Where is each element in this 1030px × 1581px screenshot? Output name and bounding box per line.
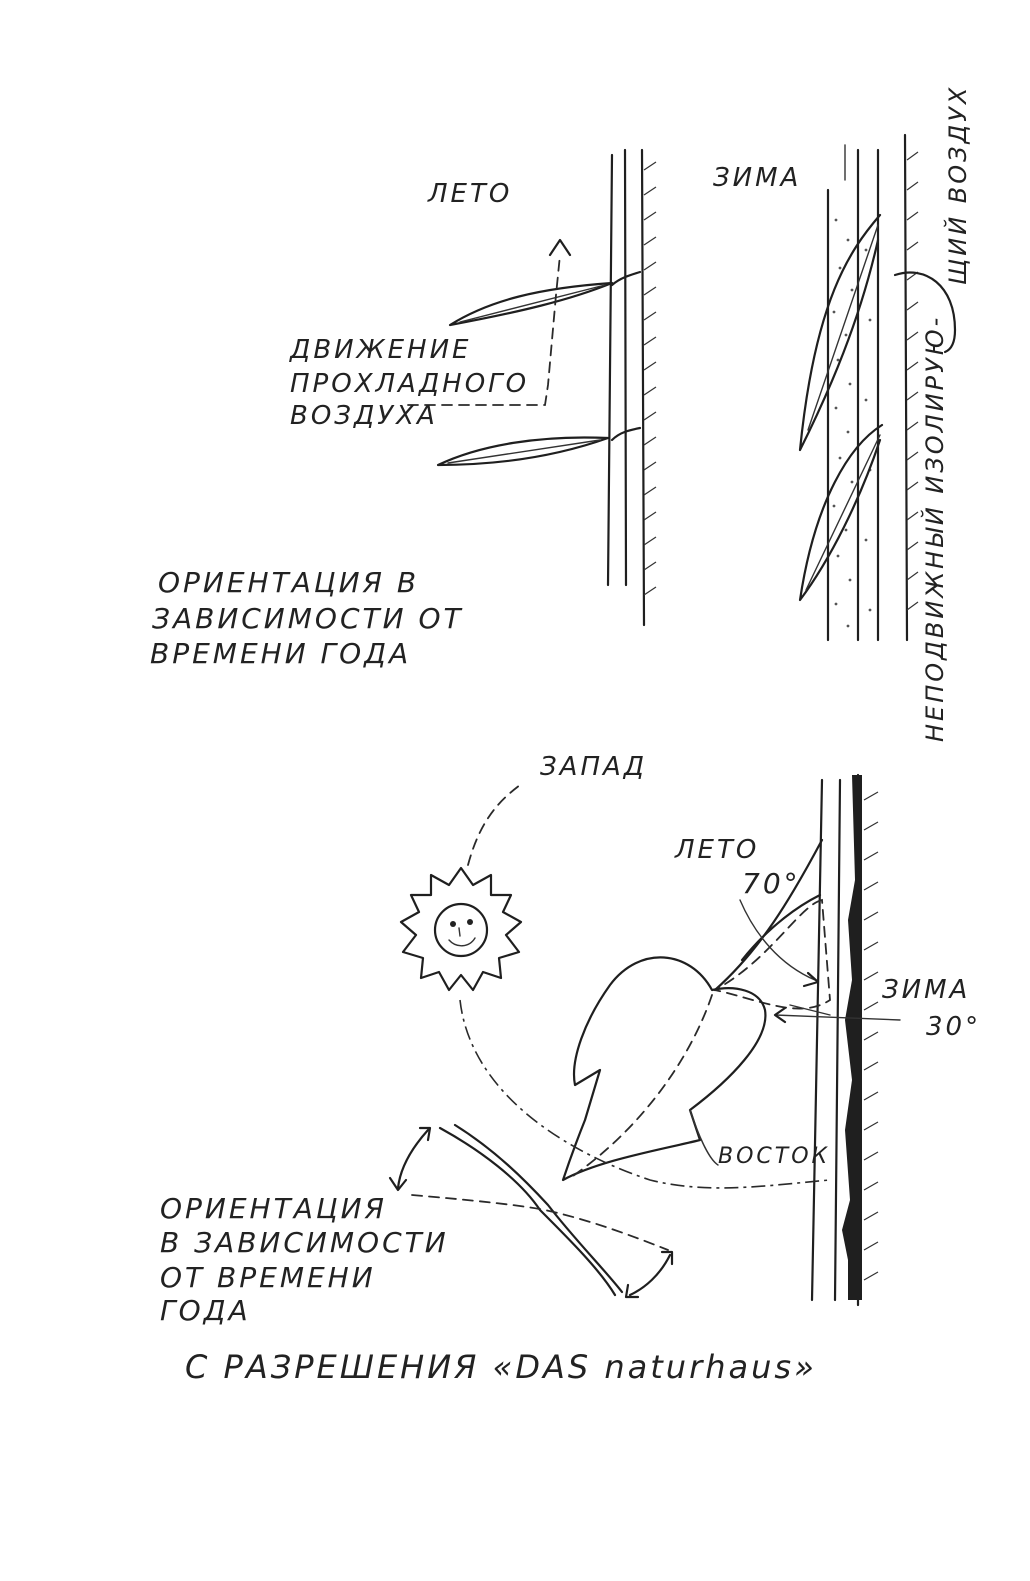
bottom-winter-label: ЗИМА [882, 975, 971, 1005]
credit-line: С РАЗРЕШЕНИЯ «DAS naturhaus» [185, 1348, 817, 1386]
west-pointer-line [468, 785, 520, 865]
top-winter-label: ЗИМА [713, 163, 802, 193]
west-label: ЗАПАД [540, 752, 648, 782]
air-flow-arrow-head [550, 240, 570, 255]
winter-lower-leaf [800, 425, 882, 600]
winter-upper-leaf [800, 215, 880, 450]
bottom-wall-hatching [864, 792, 878, 1280]
top-summer-label: ЛЕТО [428, 179, 513, 209]
summer-angle-label: 70° [742, 867, 801, 900]
winter-wall-hatching [907, 152, 918, 610]
bottom-orientation-line3: ОТ ВРЕМЕНИ [160, 1261, 376, 1294]
summer-leaf-outline [715, 900, 830, 1009]
bottom-summer-label: ЛЕТО [675, 835, 760, 865]
top-orientation-line3: ВРЕМЕНИ ГОДА [150, 637, 412, 670]
orientation-arrow-right [630, 1255, 670, 1295]
top-orientation-line1: ОРИЕНТАЦИЯ В [158, 566, 420, 599]
bottom-orientation-line4: ГОДА [160, 1294, 251, 1327]
sun-icon [401, 868, 521, 990]
east-label: ВОСТОК [718, 1144, 831, 1169]
top-orientation-line2: ЗАВИСИМОСТИ ОТ [152, 602, 464, 635]
airflow-label-line1: ДВИЖЕНИЕ [290, 335, 472, 365]
airflow-label-line2: ПРОХЛАДНОГО [290, 369, 530, 399]
orientation-arrow-left [398, 1130, 428, 1188]
bottom-orientation-line2: В ЗАВИСИМОСТИ [160, 1226, 449, 1259]
bottom-wall-thick-edge [842, 775, 862, 1300]
insulating-air-label-part1: НЕПОДВИЖНЫЙ ИЗОЛИРУЮ- [921, 314, 949, 742]
airflow-label-line3: ВОЗДУХА [290, 401, 438, 431]
winter-angle-label: 30° [926, 1012, 982, 1042]
insulating-air-label-part2: ЩИЙ ВОЗДУХ [944, 84, 972, 285]
summer-wall-hatching [644, 162, 656, 595]
lower-leaf-branch [390, 1125, 672, 1297]
east-pointer-line [690, 1110, 718, 1165]
bottom-orientation-line1: ОРИЕНТАЦИЯ [160, 1192, 388, 1225]
